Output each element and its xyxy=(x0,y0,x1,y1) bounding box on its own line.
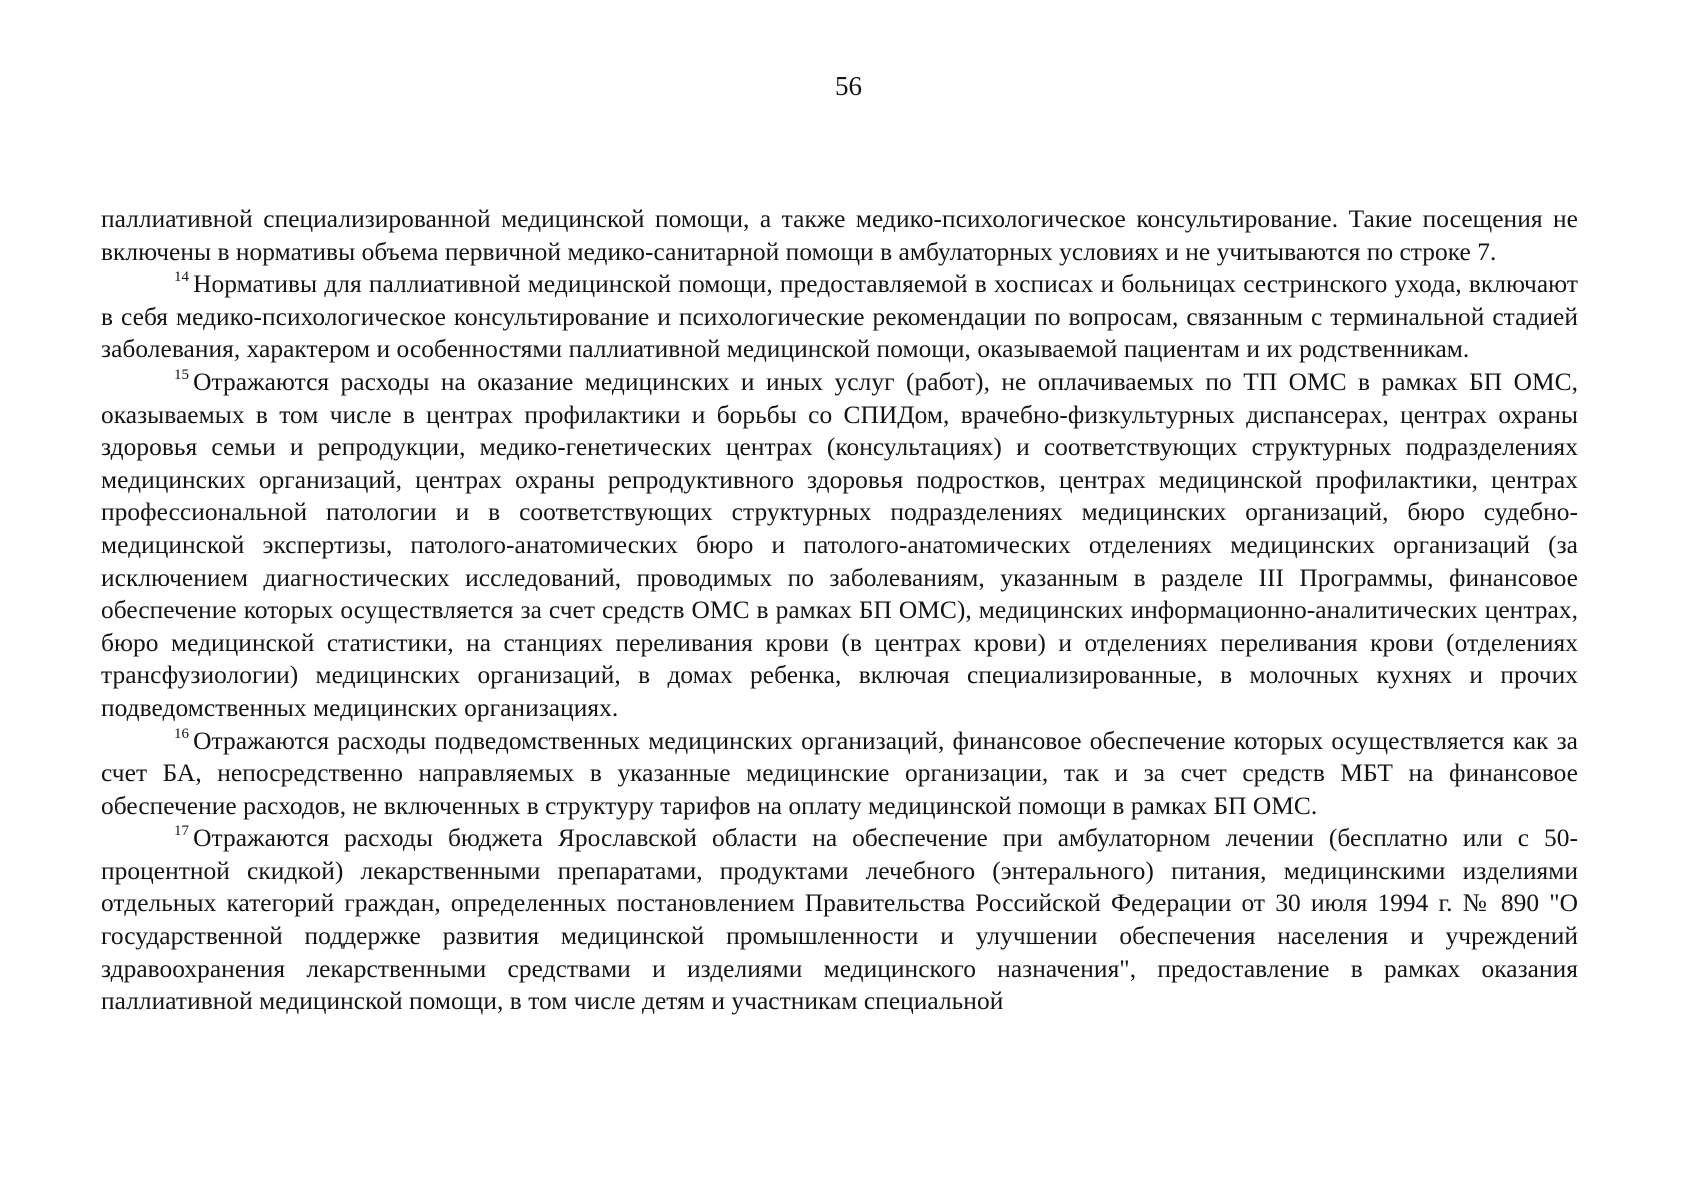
footnote-17 xyxy=(101,822,1578,1018)
paragraph-text: Отражаются расходы на оказание медицинских и иных услуг (работ), не оплачиваемых по ТП ОМС в рамках БП ОМС, оказываемых в том числе в центрах профилактики и борьбы со СПИДом, врачебно-физкультурных диспансерах, центрах охраны здоровья семьи и репродукции, медико-генетических центрах (консультациях) и соответствующих структурных подразделениях медицинских организаций, центрах охраны репродуктивного здоровья подростков, центрах медицинской профилактики, центрах профессиональной патологии и в соответствующих структурных подразделениях медицинских организаций, бюро судебно-медицинской экспертизы, патолого-анатомических бюро и патолого-анатомических отделениях медицинских организаций (за исключением диагностических исследований, проводимых по заболеваниям, указанным в разделе III Программы, финансовое обеспечение которых осуществляется за счет средств ОМС в рамках БП ОМС), медицинских информационно-аналитических центрах, бюро медицинской статистики, на станциях переливания крови (в центрах крови) и отделениях переливания крови (отделениях трансфузиологии) медицинских организаций, в домах ребенка, включая специализированные, в молочных кухнях и прочих подведомственных медицинских организациях. xyxy=(101,367,1578,722)
continuation-paragraph xyxy=(101,203,1578,268)
footnote-15 xyxy=(101,366,1578,725)
footnote-16 xyxy=(101,725,1578,823)
footnotes-body xyxy=(101,203,1578,1018)
paragraph-text: Отражаются расходы подведомственных медицинских организаций, финансовое обеспечение которых осуществляется как за счет БА, непосредственно направляемых в указанные медицинские организации, так и за счет средств МБТ на финансовое обеспечение расходов, не включенных в структуру тарифов на оплату медицинской помощи в рамках БП ОМС. xyxy=(101,726,1578,820)
footnote-14 xyxy=(101,268,1578,366)
paragraph-text: Отражаются расходы бюджета Ярославской области на обеспечение при амбулаторном лечении (бесплатно или с 50-процентной скидкой) лекарственными препаратами, продуктами лечебного (энтерального) питания, медицинскими изделиями отдельных категорий граждан, определенных постановлением Правительства Российской Федерации от 30 июля 1994 г. № 890 "О государственной поддержке развития медицинской промышленности и улучшении обеспечения населения и учреждений здравоохранения лекарственными средствами и изделиями медицинского назначения", предоставление в рамках оказания паллиативной медицинской помощи, в том числе детям и участникам специальной xyxy=(101,824,1578,1016)
paragraph-text: паллиативной специализированной медицинской помощи, а также медико-психологическое консультирование. Такие посещения не включены в нормативы объема первичной медико-санитарной помощи в амбулаторных условиях и не учитываются по строке 7. xyxy=(101,205,1578,266)
paragraph-text: Нормативы для паллиативной медицинской помощи, предоставляемой в хосписах и больницах сестринского ухода, включают в себя медико-психологическое консультирование и психологические рекомендации по вопросам, связанным с терминальной стадией заболевания, характером и особенностями паллиативной медицинской помощи, оказываемой пациентам и их родственникам. xyxy=(101,270,1578,364)
footnote-marker: 14 xyxy=(174,269,190,286)
footnote-marker: 17 xyxy=(174,823,190,840)
footnote-marker: 15 xyxy=(174,366,190,383)
page-number: 56 xyxy=(835,71,862,101)
footnote-marker: 16 xyxy=(174,725,190,742)
